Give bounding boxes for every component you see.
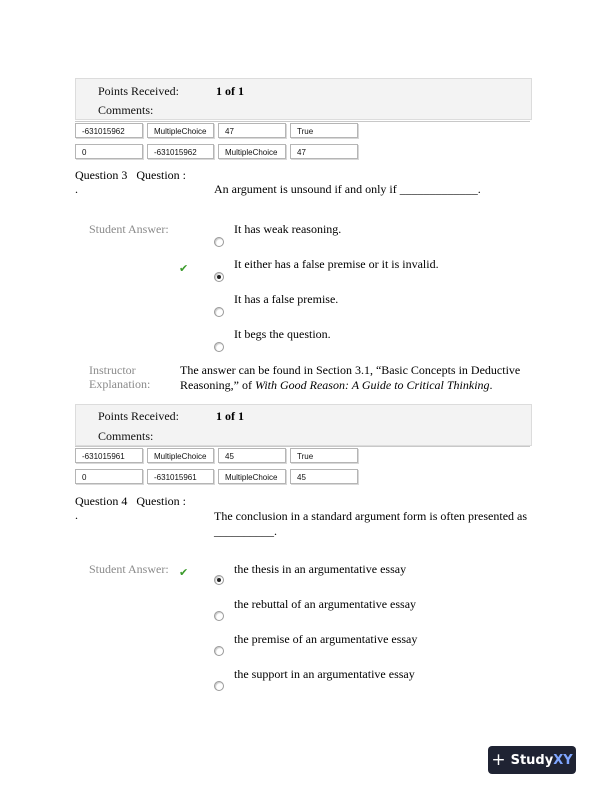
points-received-label: Points Received:	[98, 409, 179, 423]
radio-option[interactable]	[214, 681, 224, 691]
question-number: Question 4	[75, 494, 128, 508]
radio-option[interactable]	[214, 237, 224, 247]
question-header	[75, 168, 186, 183]
meta-cell: -631015962	[75, 123, 143, 138]
answer-option: the premise of an argumentative essay	[234, 632, 418, 646]
meta-cell: MultipleChoice	[218, 469, 286, 484]
radio-option[interactable]	[214, 342, 224, 352]
question-label: Question :	[136, 494, 187, 508]
answer-option: the rebuttal of an argumentative essay	[234, 597, 417, 611]
plus-icon: +	[491, 750, 506, 770]
question-header	[75, 494, 186, 509]
instructor-label: Instructor	[89, 363, 136, 377]
answer-option: the support in an argumentative essay	[234, 667, 415, 681]
meta-cell: 45	[290, 469, 358, 484]
radio-option[interactable]	[214, 646, 224, 656]
check-icon: ✔	[179, 262, 189, 275]
answer-option: It has weak reasoning.	[234, 222, 342, 236]
meta-cell: 47	[218, 123, 286, 138]
comments-label: Comments:	[98, 103, 154, 117]
question-number: Question 3	[75, 168, 128, 182]
question-text: The conclusion in a standard argument form is often presented as __________.	[214, 509, 528, 538]
meta-cell: -631015961	[75, 448, 143, 463]
points-box	[75, 78, 532, 120]
question-dot: .	[75, 182, 78, 196]
explanation-text: The answer can be found in Section 3.1, “Basic Concepts in Deductive Reasoning,” of	[180, 363, 521, 392]
points-received-value: 1 of 1	[216, 409, 244, 423]
radio-option-selected[interactable]	[214, 272, 224, 282]
answer-option: It either has a false premise or it is invalid.	[234, 257, 439, 271]
explanation-label: Explanation:	[89, 377, 151, 391]
points-received-label: Points Received:	[98, 84, 179, 98]
meta-cell: True	[290, 448, 358, 463]
answer-option: It has a false premise.	[234, 292, 339, 306]
book-title: With Good Reason: A Guide to Critical Thinking	[254, 378, 490, 392]
student-answer-label: Student Answer:	[89, 222, 169, 236]
studyxy-logo	[488, 746, 576, 774]
logo-study: Study	[510, 752, 554, 768]
question-text: An argument is unsound if and only if _____________.	[214, 182, 481, 196]
meta-cell: MultipleChoice	[218, 144, 286, 159]
meta-cell: 0	[75, 469, 143, 484]
meta-cell: True	[290, 123, 358, 138]
radio-option[interactable]	[214, 307, 224, 317]
radio-option-selected[interactable]	[214, 575, 224, 585]
divider	[75, 121, 530, 122]
meta-cell: -631015961	[147, 469, 214, 484]
student-answer-label: Student Answer:	[89, 562, 169, 576]
answer-option: the thesis in an argumentative essay	[234, 562, 407, 576]
instructor-explanation	[180, 363, 532, 393]
radio-option[interactable]	[214, 611, 224, 621]
points-received-value: 1 of 1	[216, 84, 244, 98]
answer-option: It begs the question.	[234, 327, 331, 341]
comments-label: Comments:	[98, 429, 154, 443]
meta-cell: MultipleChoice	[147, 448, 214, 463]
meta-cell: 45	[218, 448, 286, 463]
question-label: Question :	[136, 168, 187, 182]
question-dot: .	[75, 508, 78, 522]
divider	[75, 446, 530, 447]
meta-cell: -631015962	[147, 144, 214, 159]
check-icon: ✔	[179, 566, 189, 579]
logo-xy: XY	[553, 752, 573, 768]
meta-cell: MultipleChoice	[147, 123, 214, 138]
points-box	[75, 404, 532, 446]
meta-cell: 0	[75, 144, 143, 159]
explanation-end: .	[489, 378, 493, 392]
meta-cell: 47	[290, 144, 358, 159]
